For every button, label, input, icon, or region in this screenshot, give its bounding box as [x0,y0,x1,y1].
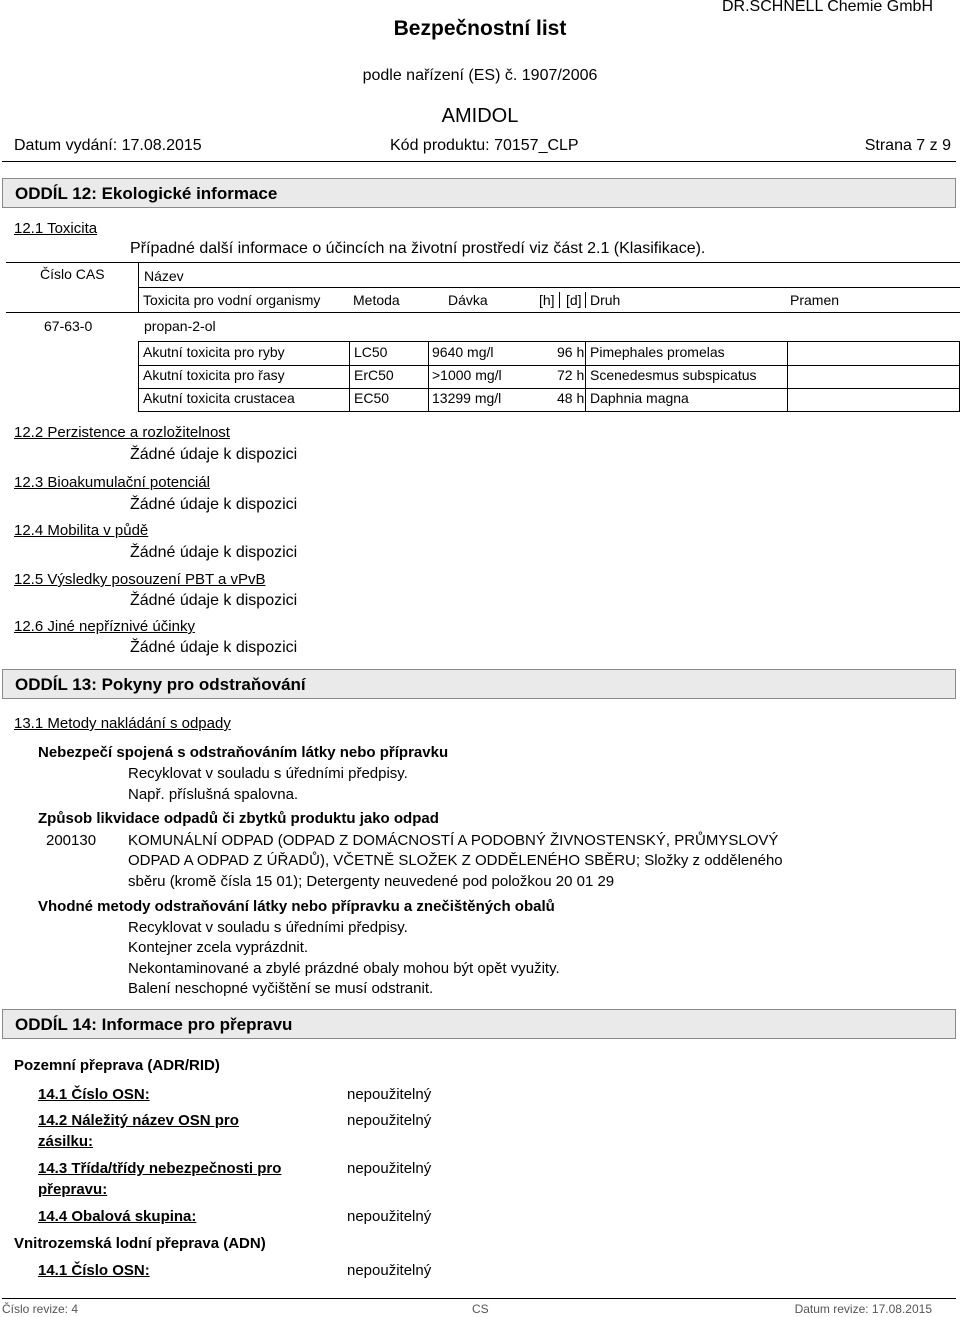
subsection-12-5: 12.5 Výsledky posouzení PBT a vPvB [14,571,266,588]
grid-v [428,341,429,411]
packaging-line-1: Recyklovat v souladu s úředními předpisy. [128,919,408,936]
section-14-bar [2,1009,956,1039]
inland-transport-heading: Vnitrozemská lodní přeprava (ADN) [14,1235,266,1252]
row-rule [138,388,960,389]
section-14-title: ODDÍL 14: Informace pro přepravu [15,1015,293,1034]
issue-date: Datum vydání: 17.08.2015 [14,137,202,154]
product-name: AMIDOL [441,105,519,127]
table-header-bottom-rule [6,312,960,313]
waste-description-line-3: sběru (kromě čísla 15 01); Detergenty neuvedené pod položkou 20 01 29 [128,873,615,890]
subsection-12-2: 12.2 Perzistence a rozložitelnost [14,424,230,441]
tox-dose: >1000 mg/l [432,367,502,383]
hazard-class-value: nepoužitelný [347,1160,432,1177]
no-data-12-2: Žádné údaje k dispozici [130,446,298,463]
inland-un-number-label: 14.1 Číslo OSN: [38,1262,150,1279]
packaging-line-3: Nekontaminované a zbylé prázdné obaly mohou být opět využity. [128,960,560,977]
packaging-disposal-heading: Vhodné metody odstraňování látky nebo přípravku a znečištěných obalů [38,898,555,915]
grid-v [349,341,350,411]
subsection-12-6: 12.6 Jiné nepříznivé účinky [14,618,195,635]
grid-v [585,341,586,411]
no-data-12-4: Žádné údaje k dispozici [130,544,298,561]
tox-hours: 72 h [557,367,585,383]
col-dose: Dávka [448,292,488,308]
substance-rule [138,341,960,342]
no-data-12-5: Žádné údaje k dispozici [130,592,298,609]
disposal-hazards-line-2: Např. příslušná spalovna. [128,786,299,803]
table-top-rule [6,262,960,263]
page-number: Strana 7 z 9 [864,137,951,154]
table-row [0,390,960,413]
col-species: Druh [590,292,621,308]
language-code: CS [472,1302,489,1316]
col-d-sep [585,292,586,308]
substance-name: propan-2-ol [144,318,216,334]
grid-v [787,341,788,411]
section-12-title: ODDÍL 12: Ekologické informace [15,184,278,203]
tox-hours: 48 h [557,390,585,406]
tox-species: Daphnia magna [590,390,689,406]
section-12-bar [2,178,956,208]
no-data-12-3: Žádné údaje k dispozici [130,496,298,513]
packaging-line-4: Balení neschopné vyčištění se musí odstranit. [128,980,434,997]
tox-dose: 9640 mg/l [432,344,494,360]
subsection-12-3: 12.3 Bioakumulační potenciál [14,474,210,491]
tox-method: LC50 [354,344,388,360]
col-source: Pramen [790,292,840,308]
shipping-name-label: 14.2 Náležitý název OSN pro [38,1112,239,1129]
tox-type: Akutní toxicita pro řasy [143,367,285,383]
footer-rule [2,1298,956,1299]
packaging-line-2: Kontejner zcela vyprázdnit. [128,939,309,956]
table-header-mid-rule [138,287,960,288]
col-h-sep [559,292,560,308]
tox-species: Scenedesmus subspicatus [590,367,757,383]
inland-un-number-value: nepoužitelný [347,1262,432,1279]
grid-v [138,341,139,411]
section-13-bar [2,669,956,699]
document-title: Bezpečnostní list [393,17,567,40]
tox-method: ErC50 [354,367,394,383]
col-tox: Toxicita pro vodní organismy [143,292,321,308]
waste-description-line-1: KOMUNÁLNÍ ODPAD (ODPAD Z DOMÁCNOSTÍ A PODOBNÝ ŽIVNOSTENSKÝ, PRŮMYSLOVÝ [128,832,779,849]
col-d: [d] [566,292,582,308]
col-name: Název [144,268,184,284]
table-bottom-rule [138,411,960,412]
no-data-12-6: Žádné údaje k dispozici [130,639,298,656]
hazard-class-label: 14.3 Třída/třídy nebezpečnosti pro [38,1160,282,1177]
table-row [0,367,960,390]
section-13-title: ODDÍL 13: Pokyny pro odstraňování [15,675,306,694]
toxicity-note: Případné další informace o účincích na životní prostředí viz část 2.1 (Klasifikace). [130,240,706,257]
un-number-label: 14.1 Číslo OSN: [38,1086,150,1103]
disposal-hazards-heading: Nebezpečí spojená s odstraňováním látky nebo přípravku [38,744,449,761]
tox-type: Akutní toxicita pro ryby [143,344,285,360]
tox-type: Akutní toxicita crustacea [143,390,295,406]
revision-number: Číslo revize: 4 [2,1302,79,1316]
waste-code: 200130 [46,832,97,849]
hazard-class-label-2: přepravu: [38,1181,108,1198]
disposal-hazards-line-1: Recyklovat v souladu s úředními předpisy. [128,765,408,782]
road-transport-heading: Pozemní přeprava (ADR/RID) [14,1057,220,1074]
tox-species: Pimephales promelas [590,344,725,360]
subsection-12-4: 12.4 Mobilita v půdě [14,522,149,539]
col-cas: Číslo CAS [40,266,105,282]
revision-date: Datum revize: 17.08.2015 [794,1302,932,1316]
regulation-text: podle nařízení (ES) č. 1907/2006 [362,67,598,84]
waste-disposal-heading: Způsob likvidace odpadů či zbytků produktu jako odpad [38,810,439,827]
product-code: Kód produktu: 70157_CLP [390,137,579,154]
tox-method: EC50 [354,390,390,406]
tox-dose: 13299 mg/l [432,390,502,406]
col-h: [h] [539,292,555,308]
packing-group-value: nepoužitelný [347,1208,432,1225]
un-number-value: nepoužitelný [347,1086,432,1103]
header-rule [2,161,956,162]
tox-hours: 96 h [557,344,585,360]
col-method: Metoda [353,292,400,308]
waste-description-line-2: ODPAD A ODPAD Z ÚŘADŮ), VČETNĚ SLOŽEK Z ODDĚLENÉHO SBĚRU; Složky z odděleného [128,852,783,869]
shipping-name-value: nepoužitelný [347,1112,432,1129]
subsection-13-1: 13.1 Metody nakládání s odpady [14,715,231,732]
company-name: DR.SCHNELL Chemie GmbH [721,0,933,15]
cas-number: 67-63-0 [44,318,93,334]
shipping-name-label-2: zásilku: [38,1133,94,1150]
subsection-12-1: 12.1 Toxicita [14,220,98,237]
table-row [0,344,960,367]
row-rule [138,365,960,366]
packing-group-label: 14.4 Obalová skupina: [38,1208,197,1225]
